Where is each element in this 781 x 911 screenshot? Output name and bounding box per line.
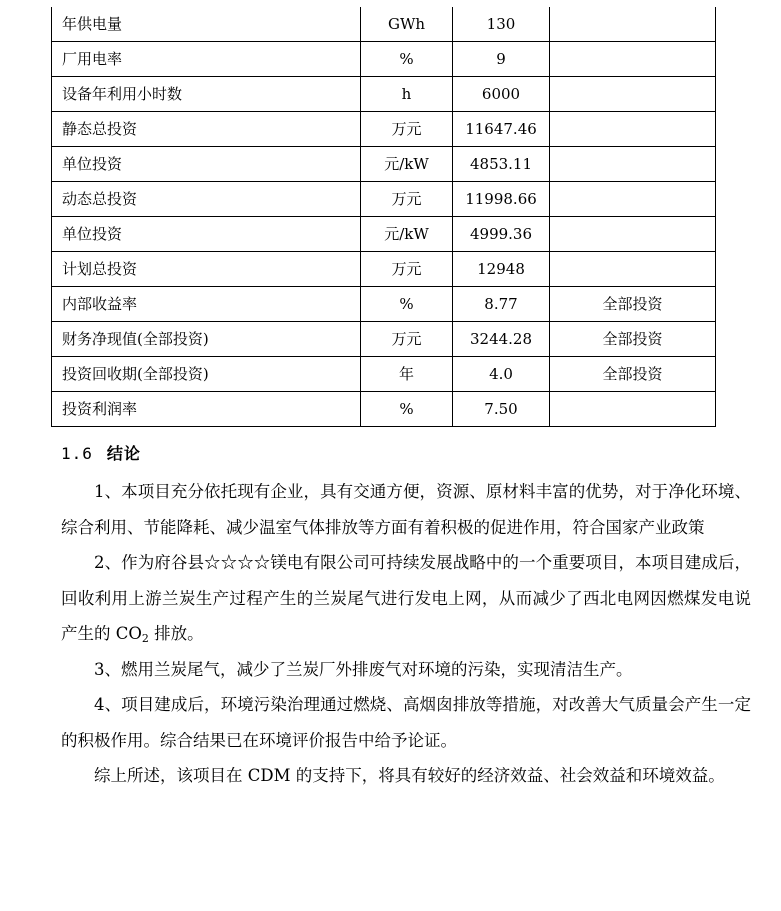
paragraph-1: 1、本项目充分依托现有企业，具有交通方便，资源、原材料丰富的优势，对于净化环境、综合利用、节能降耗、减少温室气体排放等方面有着积极的促进作用，符合国家产业政策: [61, 482, 751, 537]
value-cell: 4.0: [453, 357, 550, 392]
unit-cell: 元/kW: [361, 217, 453, 252]
unit-cell: 万元: [361, 112, 453, 147]
unit-cell: 万元: [361, 252, 453, 287]
value-cell: 4853.11: [453, 147, 550, 182]
unit-cell: 万元: [361, 182, 453, 217]
unit-cell: 年: [361, 357, 453, 392]
note-cell: [550, 112, 716, 147]
unit-cell: %: [361, 392, 453, 427]
section-heading: [61, 441, 141, 464]
section-number: 1.6: [61, 444, 93, 463]
note-cell: [550, 147, 716, 182]
table-row: [52, 77, 716, 112]
table-row: [52, 357, 716, 392]
value-cell: 130: [453, 7, 550, 42]
value-cell: 11998.66: [453, 182, 550, 217]
note-cell: [550, 77, 716, 112]
value-cell: 8.77: [453, 287, 550, 322]
unit-cell: %: [361, 42, 453, 77]
unit-cell: 元/kW: [361, 147, 453, 182]
table-row: [52, 287, 716, 322]
table-row: [52, 217, 716, 252]
table-row: [52, 322, 716, 357]
table-row: [52, 252, 716, 287]
paragraph-4: 4、项目建成后，环境污染治理通过燃烧、高烟囱排放等措施，对改善大气质量会产生一定的积极作用。综合结果已在环境评价报告中给予论证。: [61, 695, 751, 750]
value-cell: 7.50: [453, 392, 550, 427]
indicator-name-cell: 年供电量: [52, 7, 361, 42]
indicator-name-cell: 静态总投资: [52, 112, 361, 147]
unit-cell: GWh: [361, 7, 453, 42]
table-row: [52, 7, 716, 42]
value-cell: 6000: [453, 77, 550, 112]
paragraph-3: 3、燃用兰炭尾气，减少了兰炭厂外排废气对环境的污染，实现清洁生产。: [94, 659, 633, 679]
note-cell: [550, 7, 716, 42]
value-cell: 11647.46: [453, 112, 550, 147]
note-cell: 全部投资: [550, 322, 716, 357]
table-row: [52, 392, 716, 427]
indicator-name-cell: 动态总投资: [52, 182, 361, 217]
table-body: [52, 7, 716, 427]
value-cell: 3244.28: [453, 322, 550, 357]
note-cell: 全部投资: [550, 287, 716, 322]
note-cell: 全部投资: [550, 357, 716, 392]
section-title: 结论: [106, 444, 141, 463]
indicator-name-cell: 计划总投资: [52, 252, 361, 287]
value-cell: 12948: [453, 252, 550, 287]
table-row: [52, 147, 716, 182]
indicator-name-cell: 投资回收期(全部投资): [52, 357, 361, 392]
paragraph-2: [61, 545, 751, 652]
paragraph-2-text: 2、作为府谷县☆☆☆☆镁电有限公司可持续发展战略中的一个重要项目，本项目建成后，回收利用上游兰炭生产过程产生的兰炭尾气进行发电上网，从而减少了西北电网因燃煤发电说产生的 CO: [61, 553, 751, 643]
indicator-name-cell: 投资利润率: [52, 392, 361, 427]
unit-cell: %: [361, 287, 453, 322]
note-cell: [550, 182, 716, 217]
economic-indicator-table: [51, 7, 716, 427]
indicator-name-cell: 内部收益率: [52, 287, 361, 322]
conclusion-body: [61, 474, 751, 794]
unit-cell: h: [361, 77, 453, 112]
indicator-name-cell: 设备年利用小时数: [52, 77, 361, 112]
indicator-name-cell: 财务净现值(全部投资): [52, 322, 361, 357]
indicator-table-container: [51, 7, 716, 427]
table-row: [52, 182, 716, 217]
note-cell: [550, 42, 716, 77]
table-row: [52, 42, 716, 77]
note-cell: [550, 392, 716, 427]
indicator-name-cell: 单位投资: [52, 147, 361, 182]
unit-cell: 万元: [361, 322, 453, 357]
value-cell: 9: [453, 42, 550, 77]
indicator-name-cell: 厂用电率: [52, 42, 361, 77]
table-row: [52, 112, 716, 147]
paragraph-2-tail: 排放。: [148, 624, 204, 643]
co2-subscript: 2: [141, 632, 149, 645]
indicator-name-cell: 单位投资: [52, 217, 361, 252]
value-cell: 4999.36: [453, 217, 550, 252]
paragraph-5: 综上所述，该项目在 CDM 的支持下，将具有较好的经济效益、社会效益和环境效益。: [94, 766, 725, 785]
note-cell: [550, 252, 716, 287]
note-cell: [550, 217, 716, 252]
